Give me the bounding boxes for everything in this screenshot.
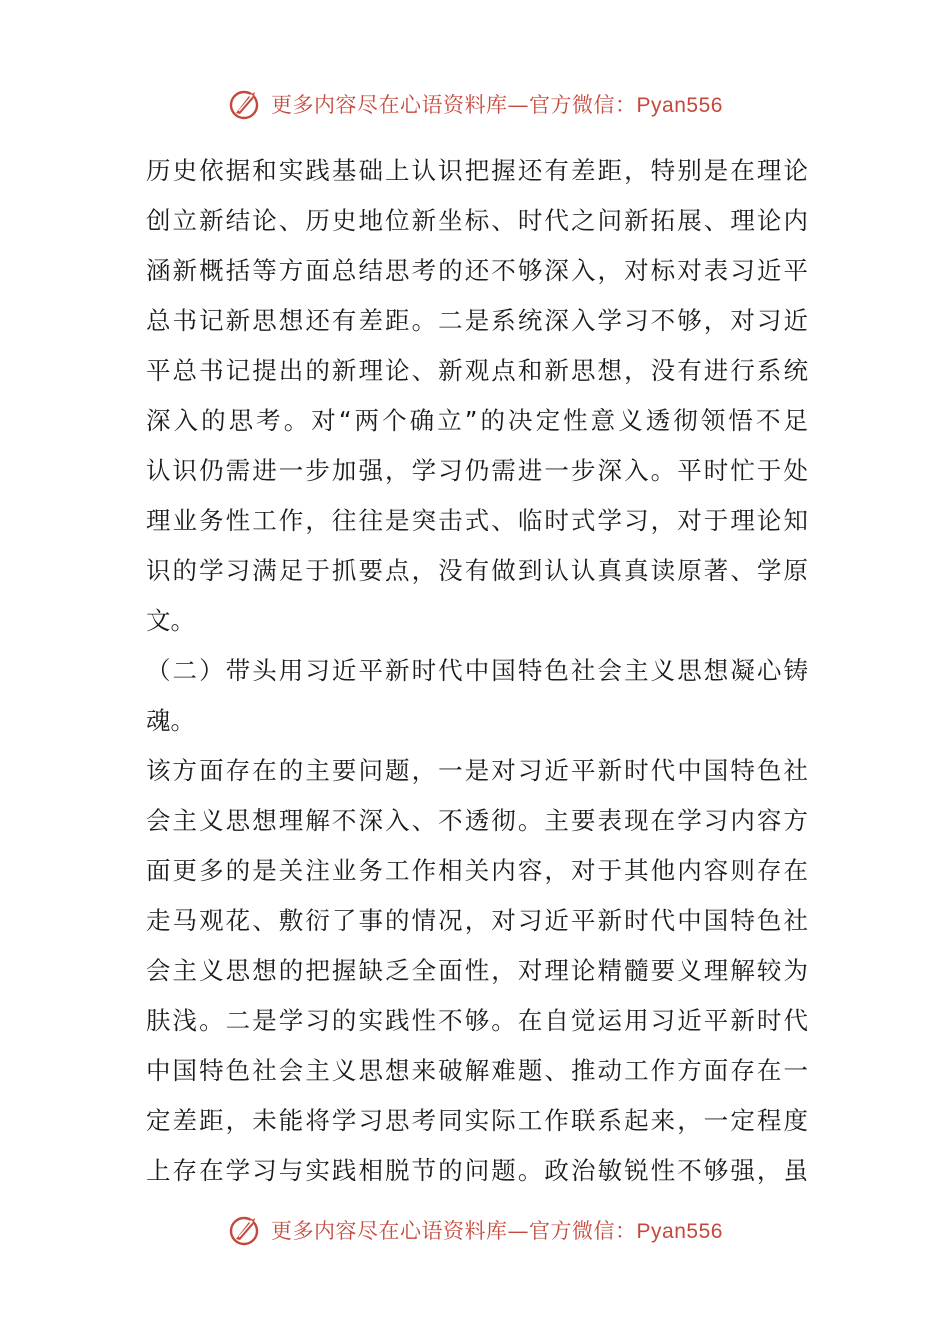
body-line: 文。 (146, 606, 195, 635)
body-line: 深入的思考。对“两个确立”的决定性意义透彻领悟不足 (146, 406, 808, 435)
watermark-main: 更多内容尽在心语资料库 (271, 1219, 508, 1243)
footer-watermark (0, 1208, 950, 1252)
body-line: 创立新结论、历史地位新坐标、时代之问新拓展、理论内 (146, 206, 808, 235)
pen-nib-logo-icon (227, 1212, 263, 1248)
watermark-dash: — (507, 93, 530, 117)
watermark-wechat-id: Pyan556 (636, 1220, 723, 1243)
body-line: 该方面存在的主要问题，一是对习近平新时代中国特色社 (146, 756, 808, 785)
body-line: 会主义思想理解不深入、不透彻。主要表现在学习内容方 (146, 806, 808, 835)
header-watermark (0, 82, 950, 126)
watermark-text (271, 89, 723, 119)
document-body (146, 146, 808, 1196)
watermark-wechat-id: Pyan556 (636, 94, 723, 117)
body-line: 定差距，未能将学习思考同实际工作联系起来，一定程度 (146, 1106, 808, 1135)
body-line: 肤浅。二是学习的实践性不够。在自觉运用习近平新时代 (146, 1006, 808, 1035)
watermark-main: 更多内容尽在心语资料库 (271, 93, 508, 117)
body-line: 识的学习满足于抓要点，没有做到认认真真读原著、学原 (146, 556, 808, 585)
section-heading-end: 魂。 (146, 706, 195, 735)
body-line: 认识仍需进一步加强，学习仍需进一步深入。平时忙于处 (146, 456, 808, 485)
watermark-wechat-label: 官方微信： (529, 93, 637, 117)
watermark-dash: — (507, 1219, 530, 1243)
section-heading: （二）带头用习近平新时代中国特色社会主义思想凝心铸 (146, 656, 808, 685)
body-line: 涵新概括等方面总结思考的还不够深入，对标对表习近平 (146, 256, 808, 285)
body-line: 理业务性工作，往往是突击式、临时式学习，对于理论知 (146, 506, 808, 535)
body-line: 中国特色社会主义思想来破解难题、推动工作方面存在一 (146, 1056, 808, 1085)
body-line: 平总书记提出的新理论、新观点和新思想，没有进行系统 (146, 356, 808, 385)
body-line: 面更多的是关注业务工作相关内容，对于其他内容则存在 (146, 856, 808, 885)
pen-nib-logo-icon (227, 86, 263, 122)
watermark-text (271, 1215, 723, 1245)
body-line: 历史依据和实践基础上认识把握还有差距，特别是在理论 (146, 156, 808, 185)
body-line: 上存在学习与实践相脱节的问题。政治敏锐性不够强，虽 (146, 1156, 808, 1185)
watermark-wechat-label: 官方微信： (529, 1219, 637, 1243)
body-line: 走马观花、敷衍了事的情况，对习近平新时代中国特色社 (146, 906, 808, 935)
body-line: 会主义思想的把握缺乏全面性，对理论精髓要义理解较为 (146, 956, 808, 985)
body-line: 总书记新思想还有差距。二是系统深入学习不够，对习近 (146, 306, 808, 335)
